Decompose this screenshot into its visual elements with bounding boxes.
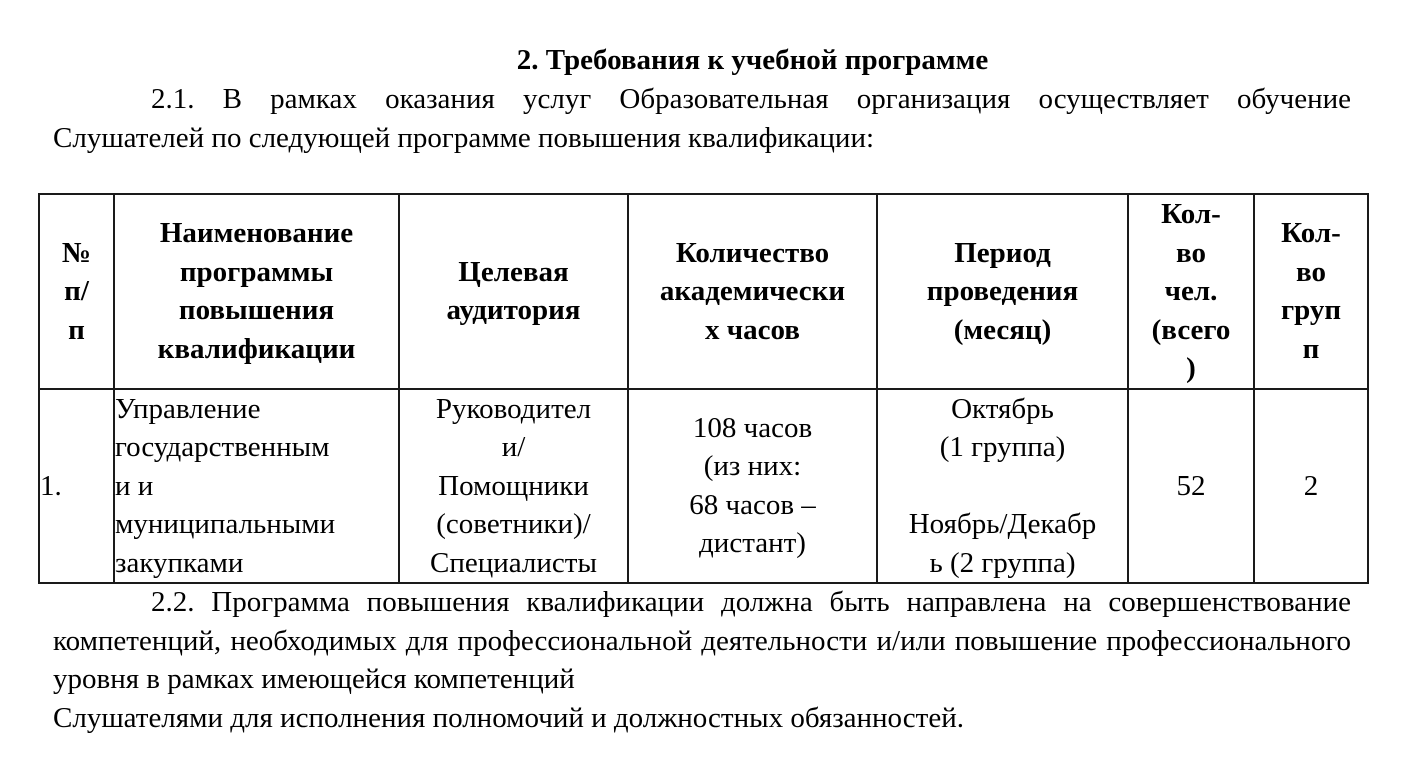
- table-row: [39, 389, 1368, 584]
- paragraph-2-1: [53, 80, 1351, 157]
- header-period: Период проведения (месяц): [877, 194, 1128, 389]
- header-program-name: Наименование программы повышения квалификации: [114, 194, 399, 389]
- section-heading: 2. Требования к учебной программе: [516, 44, 989, 76]
- header-people-count: Кол- во чел. (всего ): [1128, 194, 1254, 389]
- header-number: № п/ п: [39, 194, 114, 389]
- cell-groups-count: 2: [1254, 389, 1368, 584]
- cell-audience: Руководител и/ Помощники (советники)/ Специалисты: [399, 389, 628, 584]
- paragraph-2-2: [53, 583, 1351, 737]
- cell-people-total: 52: [1128, 389, 1254, 584]
- header-audience: Целевая аудитория: [399, 194, 628, 389]
- cell-hours: 108 часов (из них: 68 часов – дистант): [628, 389, 877, 584]
- paragraph-2-2-body: 2.2. Программа повышения квалификации должна быть направлена на совершенствование компетенций, необходимых для профессиональной деятельности и/или повышение профессионального уровня в рамках имеющейся компетенций: [53, 586, 1351, 695]
- cell-program-name: Управление государственным и и муниципальными закупками: [114, 389, 399, 584]
- program-table: [38, 193, 1369, 584]
- table-header-row: [39, 194, 1368, 389]
- header-groups-count: Кол- во груп п: [1254, 194, 1368, 389]
- header-hours: Количество академически х часов: [628, 194, 877, 389]
- paragraph-2-1-line1: 2.1. В рамках оказания услуг Образовательная организация осуществляет обучение: [151, 83, 1351, 115]
- paragraph-2-1-line2: Слушателей по следующей программе повышения квалификации:: [53, 121, 875, 154]
- cell-number: 1.: [39, 389, 114, 584]
- period-spacer: [878, 467, 1127, 506]
- paragraph-2-2-last-line: Слушателями для исполнения полномочий и должностных обязанностей.: [53, 701, 964, 734]
- cell-period: Октябрь (1 группа) Ноябрь/Декабр ь (2 группа): [877, 389, 1128, 584]
